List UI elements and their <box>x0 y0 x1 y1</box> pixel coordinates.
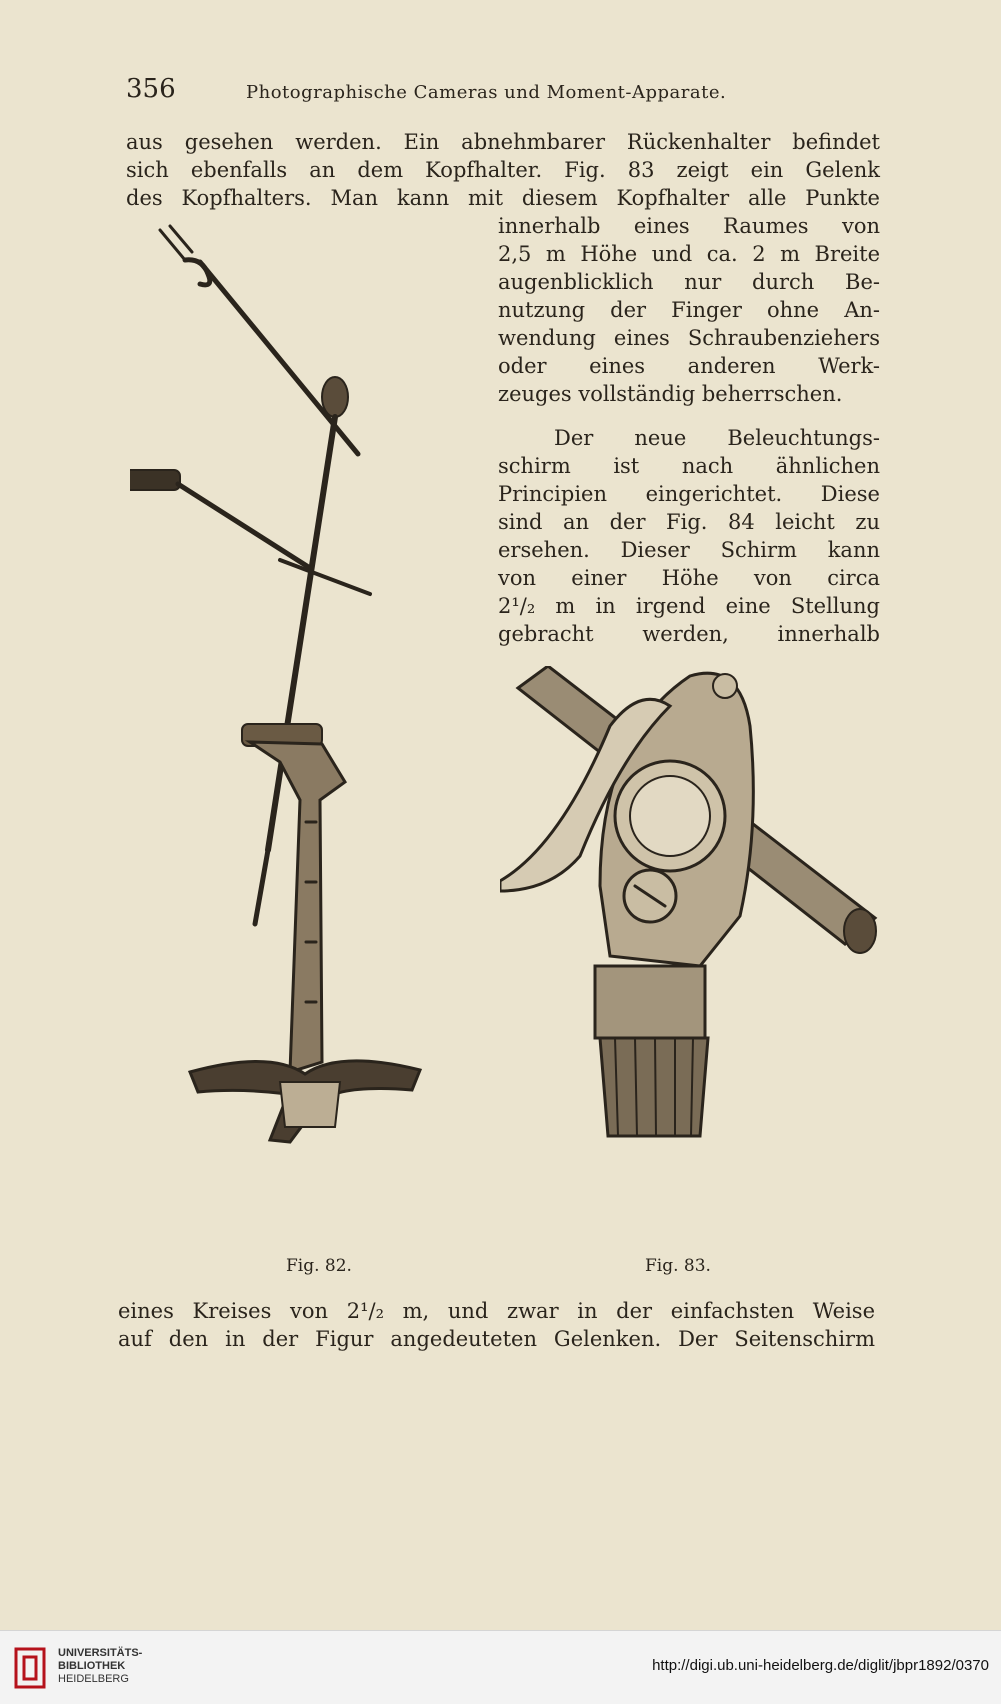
text-line: von einer Höhe von circa <box>498 566 880 590</box>
logo-line: HEIDELBERG <box>58 1673 129 1685</box>
footer-bar <box>0 1630 1001 1704</box>
logo-line: BIBLIOTHEK <box>58 1660 126 1672</box>
text-line: schirm ist nach ähnlichen <box>498 454 880 478</box>
text-line: gebracht werden, innerhalb <box>498 622 880 646</box>
permalink-url[interactable]: http://digi.ub.uni-heidelberg.de/diglit/jbpr1892/0370 <box>652 1657 989 1674</box>
text-line: sind an der Fig. 84 leicht zu <box>498 510 880 534</box>
figure-82-head-holder-stand <box>130 222 475 1252</box>
text-line: eines Kreises von 2¹/₂ m, und zwar in der einfachsten Weise <box>118 1299 875 1323</box>
library-logo-text <box>58 1647 142 1686</box>
paragraph-2 <box>498 212 880 408</box>
text-line: nutzung der Finger ohne An- <box>498 298 880 322</box>
text-line: ersehen. Dieser Schirm kann <box>498 538 880 562</box>
text-line: zeuges vollständig beherrschen. <box>498 382 843 406</box>
running-head: Photographische Cameras und Moment-Apparate. <box>246 82 727 103</box>
text-line: innerhalb eines Raumes von <box>498 214 880 238</box>
text-line: oder eines anderen Werk- <box>498 354 880 378</box>
text-line: Der neue Beleuchtungs- <box>554 426 880 450</box>
text-line: Principien eingerichtet. Diese <box>498 482 880 506</box>
paragraph-4 <box>118 1297 875 1353</box>
text-line: des Kopfhalters. Man kann mit diesem Kopfhalter alle Punkte <box>126 186 880 210</box>
text-line: 2,5 m Höhe und ca. 2 m Breite <box>498 242 880 266</box>
logo-line: UNIVERSITÄTS- <box>58 1647 143 1659</box>
text-line: augenblicklich nur durch Be- <box>498 270 880 294</box>
text-line: sich ebenfalls an dem Kopfhalter. Fig. 83 zeigt ein Gelenk <box>126 158 880 182</box>
figure-83-caption: Fig. 83. <box>645 1256 711 1276</box>
text-line: aus gesehen werden. Ein abnehmbarer Rückenhalter befindet <box>126 130 880 154</box>
text-line: 2¹/₂ m in irgend eine Stellung <box>498 594 880 618</box>
library-logo-icon[interactable] <box>10 1643 50 1693</box>
text-line: auf den in der Figur angedeuteten Gelenken. Der Seitenschirm <box>118 1327 875 1351</box>
figure-83-joint <box>500 666 885 1248</box>
paragraph-3 <box>498 424 880 648</box>
figure-82-caption: Fig. 82. <box>286 1256 352 1276</box>
page-header <box>126 74 766 114</box>
page-number: 356 <box>126 74 176 104</box>
paragraph-1 <box>126 128 880 212</box>
text-line: wendung eines Schraubenziehers <box>498 326 880 350</box>
